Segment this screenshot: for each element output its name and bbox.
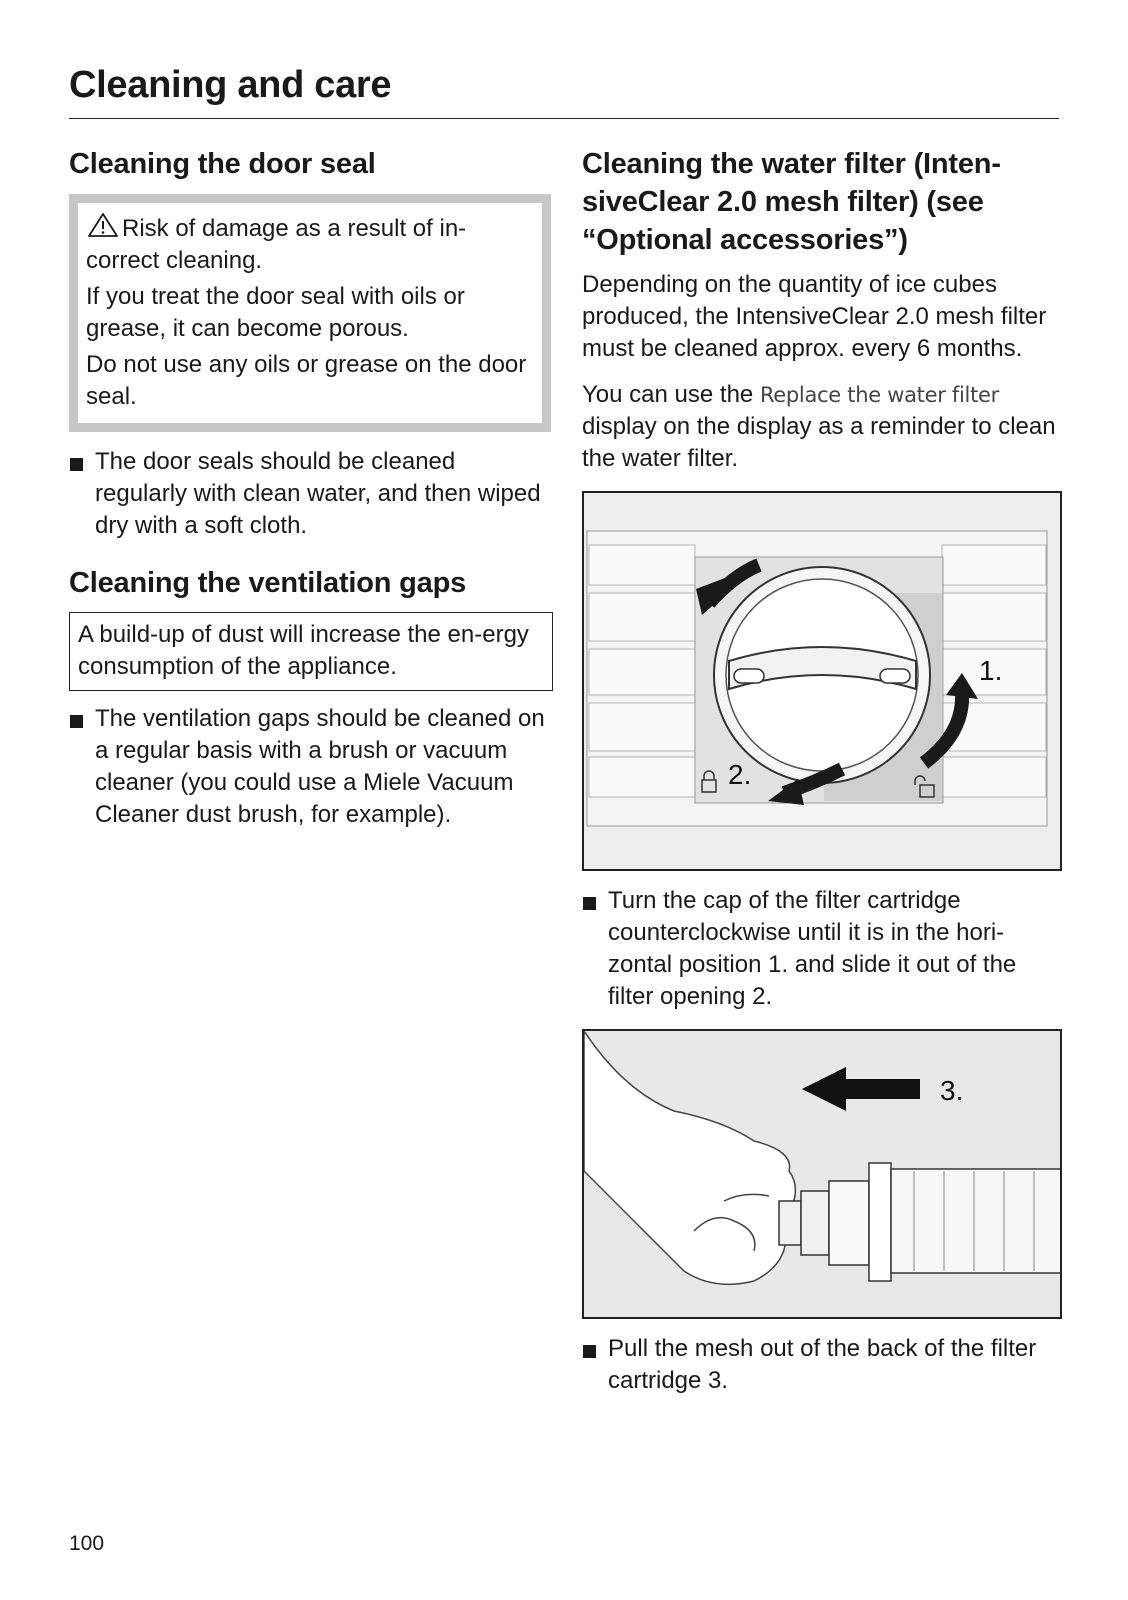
warning-triangle-icon — [86, 211, 122, 239]
list-item — [69, 446, 552, 542]
water-filter-para-1: Depending on the quantity of ice cubes produced, the IntensiveClear 2.0 mesh filter must be cleaned approx. every 6 months. — [582, 271, 1047, 362]
bullet-square-icon — [70, 458, 83, 471]
warning-line-1b: correct cleaning. — [86, 247, 263, 274]
ventilation-bullet: The ventilation gaps should be cleaned on a regular basis with a brush or vacuum cleaner (you could use a Miele Vacuum Cleaner dust brush, for example). — [95, 705, 545, 828]
page-number: 100 — [69, 1532, 105, 1555]
step-label-2: 2. — [728, 759, 752, 790]
figure-filter-cap — [582, 491, 1062, 871]
list-item — [69, 703, 552, 831]
list-item — [582, 1333, 1062, 1397]
door-seal-heading: Cleaning the door seal — [69, 148, 376, 180]
water-filter-bullet-2: Pull the mesh out of the back of the filter cartridge 3. — [608, 1335, 1037, 1394]
water-filter-para-2 — [582, 379, 1062, 475]
ventilation-note: A build-up of dust will increase the en-ergy consumption of the appliance. — [78, 621, 529, 680]
step-label-1: 1. — [979, 655, 1003, 686]
warning-para-3: Do not use any oils or grease on the door seal. — [86, 351, 527, 410]
water-filter-heading: Cleaning the water filter (Inten-siveClear 2.0 mesh filter) (see “Optional accessories”) — [582, 148, 1001, 256]
door-seal-bullet: The door seals should be cleaned regularly with clean water, and then wiped dry with a soft cloth. — [95, 448, 541, 539]
right-column — [582, 145, 1062, 1397]
mesh-removal-illustration — [584, 1031, 1060, 1317]
figure-mesh-removal — [582, 1029, 1062, 1319]
bullet-square-icon — [583, 1345, 596, 1358]
left-column — [69, 145, 552, 831]
ventilation-heading: Cleaning the ventilation gaps — [69, 567, 467, 599]
title-divider — [69, 118, 1059, 119]
warning-text — [86, 211, 530, 277]
list-item — [582, 885, 1062, 1013]
step-label-3: 3. — [940, 1075, 964, 1106]
warning-box — [69, 194, 551, 432]
page-title: Cleaning and care — [69, 64, 392, 106]
bullet-square-icon — [70, 715, 83, 728]
display-message: Replace the water filter — [759, 383, 999, 407]
warning-para-2: If you treat the door seal with oils or grease, it can become porous. — [86, 283, 465, 342]
water-filter-bullet-1: Turn the cap of the filter cartridge counterclockwise until it is in the hori-zontal position 1. and slide it out of the filter opening 2. — [608, 887, 1017, 1010]
note-box — [69, 612, 553, 691]
para2-after: display on the display as a reminder to clean the water filter. — [582, 413, 1056, 472]
para2-before: You can use the — [582, 381, 754, 408]
bullet-square-icon — [583, 897, 596, 910]
warning-line-1: Risk of damage as a result of in- — [122, 215, 467, 242]
